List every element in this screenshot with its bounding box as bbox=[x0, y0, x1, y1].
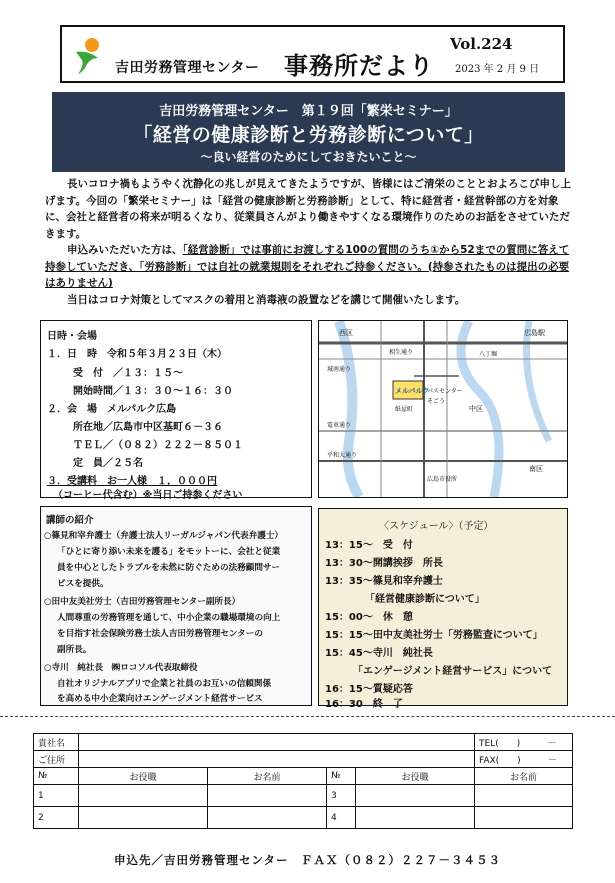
form-row-number: 2 bbox=[34, 807, 79, 829]
form-name-field[interactable] bbox=[475, 785, 573, 807]
speaker-3-desc-1: 自社オリジナルアプリで企業と社員のお互いの信頼関係 bbox=[57, 679, 272, 689]
form-row-number: 3 bbox=[327, 785, 356, 807]
schedule-row: 13：35～篠見和宰弁護士 bbox=[325, 576, 443, 587]
form-tel[interactable]: TEL( ) － bbox=[475, 734, 573, 751]
info-capacity: 定 員／２５名 bbox=[73, 458, 143, 469]
form-name-header: お名前 bbox=[208, 768, 327, 785]
banner-tagline: ～良い経営のためにしておきたいこと～ bbox=[200, 150, 417, 164]
schedule-row: 13：30～開講挨拶 所長 bbox=[325, 558, 443, 569]
speakers-heading: 講師の紹介 bbox=[46, 515, 94, 526]
map-label-sogo: そごう bbox=[427, 398, 446, 405]
map-label-hatchobori: 八丁堀 bbox=[479, 351, 498, 358]
speaker-2-desc-2: を目指す社会保険労務士法人吉田労務管理センターの bbox=[57, 629, 263, 639]
map-label-west: 西区 bbox=[339, 329, 353, 337]
speaker-1-name: ○篠見和宰弁護士（弁護士法人リーガルジャパン代表弁護士） bbox=[44, 531, 283, 541]
schedule-row: 15：15～田中友美社労士「労務監査について」 bbox=[325, 630, 543, 641]
schedule-row: 16：15～質疑応答 bbox=[325, 684, 413, 695]
form-row-number: 1 bbox=[34, 785, 79, 807]
schedule-row: 15：45～寺川 純社長 bbox=[325, 648, 433, 659]
info-heading: 日時・会場 bbox=[47, 331, 97, 342]
issue-date: 2023 年 2 月 9 日 bbox=[455, 64, 540, 75]
intro-text bbox=[45, 176, 573, 308]
schedule-row: 「経営健康診断について」 bbox=[365, 594, 485, 605]
form-address-label: ご住所 bbox=[34, 751, 79, 768]
application-contact: 申込先／吉田労務管理センター ＦＡＸ（０８２）２２７－３４５３ bbox=[113, 853, 502, 867]
info-fee: ３．受講料 お一人様 １，０００円 bbox=[47, 476, 217, 487]
schedule-box bbox=[318, 508, 568, 710]
info-venue: ２．会 場 メルパルク広島 bbox=[47, 404, 177, 415]
intro-p2-underlined: 「経営診断」では事前にお渡しする100の質問のうち①から52までの質問に答えて持参していただき、「労務診断」では自社の就業規則をそれぞれご持参ください。(持参されたものは提出の必要はありません) bbox=[45, 244, 570, 289]
org-name: 吉田労務管理センター bbox=[115, 60, 260, 76]
form-company-field[interactable] bbox=[79, 734, 475, 751]
speaker-2-desc-1: 人間尊重の労務管理を通して、中小企業の職場環境の向上 bbox=[57, 613, 281, 623]
schedule-heading: 〈スケジュール〉（予定） bbox=[379, 521, 494, 532]
volume-number: Vol.224 bbox=[450, 35, 513, 53]
schedule-row: 16：30 終 了 bbox=[325, 699, 403, 710]
info-reception: 受 付 ／１３：１５～ bbox=[73, 368, 183, 379]
intro-paragraph-2 bbox=[45, 242, 573, 292]
schedule-row: 「エンゲージメント経営サービス」について bbox=[353, 666, 553, 677]
form-name-field[interactable] bbox=[208, 807, 327, 829]
info-tel: ＴＥＬ／（０８２）２２２－８５０１ bbox=[73, 440, 243, 451]
speaker-2-name: ○田中友美社労士（吉田労務管理センター副所長） bbox=[44, 597, 241, 607]
newsletter-name: 事務所だより bbox=[284, 52, 434, 80]
form-title-field[interactable] bbox=[79, 807, 208, 829]
form-title-header: お役職 bbox=[356, 768, 475, 785]
form-no-header: № bbox=[34, 768, 79, 785]
schedule-row: 15：00～ 休 憩 bbox=[325, 612, 413, 623]
form-no-header: № bbox=[327, 768, 356, 785]
info-fee-note: （コーヒー代含む）※当日ご持参ください bbox=[53, 490, 243, 501]
map-label-aioi: 相生通り bbox=[389, 349, 414, 356]
speaker-1-desc-3: ビスを提供。 bbox=[57, 579, 109, 589]
map-label-buscenter: パスセンター bbox=[427, 388, 463, 395]
event-info-box bbox=[40, 320, 312, 501]
speaker-3-desc-2: を高める中小企業向けエンゲージメント経営サービス bbox=[57, 694, 263, 704]
map-label-cityhall: 広島市役所 bbox=[427, 476, 458, 483]
speaker-1-desc-2: 員を中心としたトラブルを未然に防ぐための法務顧問サー bbox=[57, 563, 281, 573]
form-fax[interactable]: FAX( ) － bbox=[475, 751, 573, 768]
map-label-minami: 南区 bbox=[529, 465, 543, 473]
seminar-banner bbox=[52, 92, 565, 172]
application-form bbox=[33, 733, 573, 829]
info-date: １．日 時 令和５年３月２３日（木） bbox=[47, 349, 227, 360]
map-label-jonan: 城南通り bbox=[327, 366, 352, 373]
intro-paragraph-1: 長いコロナ禍もようやく沈静化の兆しが見えてきたようですが、皆様にはご清栄のこととおよろこび申し上げます。今回の「繁栄セミナー」は「経営の健康診断と労務診断」として、特に経営者・経営幹部の方を対象に、会社と経営者の将来が明るくなり、従業員さんがより働きやすくなる環境作りのためのお話をさせていただきます。 bbox=[45, 178, 572, 240]
intro-p2-lead: 申込みいただいた方は、 bbox=[67, 244, 183, 256]
cut-line bbox=[0, 716, 615, 717]
map-label-naka: 中区 bbox=[469, 405, 483, 413]
form-title-field[interactable] bbox=[356, 807, 475, 829]
form-address-field[interactable] bbox=[79, 751, 475, 768]
map-label-densha: 電車通り bbox=[327, 422, 352, 429]
map-label-kamiyacho: 紙屋町 bbox=[395, 406, 414, 413]
form-title-field[interactable] bbox=[79, 785, 208, 807]
intro-paragraph-3: 当日はコロナ対策としてマスクの着用と消毒液の設置などを講じて開催いたします。 bbox=[67, 293, 466, 306]
banner-title: 「経営の健康診断と労務診断について」 bbox=[133, 124, 484, 146]
speakers-box bbox=[40, 506, 312, 706]
map-label-heiwa: 平和大通り bbox=[327, 452, 358, 459]
venue-map bbox=[318, 320, 568, 498]
info-address: 所在地／広島市中区基町６－３６ bbox=[73, 422, 223, 433]
map-graphic bbox=[319, 321, 567, 497]
map-venue-label: メルパルク bbox=[395, 387, 430, 395]
form-title-field[interactable] bbox=[356, 785, 475, 807]
schedule-row: 13：15～ 受 付 bbox=[325, 540, 413, 551]
speaker-3-name: ○寺川 純社長 ㈱ロコソル代表取締役 bbox=[44, 663, 198, 673]
map-label-station: 広島駅 bbox=[524, 329, 545, 337]
banner-subtitle: 吉田労務管理センター 第１９回「繁栄セミナー」 bbox=[159, 104, 458, 119]
form-row-number: 4 bbox=[327, 807, 356, 829]
form-company-label: 貴社名 bbox=[34, 734, 79, 751]
form-title-header: お役職 bbox=[79, 768, 208, 785]
form-name-header: お名前 bbox=[475, 768, 573, 785]
speaker-1-desc-1: 「ひとに寄り添い未来を護る」をモットーに、会社と従業 bbox=[57, 547, 281, 557]
info-start-time: 開始時間／１３：３０～１６：３０ bbox=[73, 386, 233, 397]
speaker-2-desc-3: 副所長。 bbox=[57, 645, 92, 655]
form-name-field[interactable] bbox=[208, 785, 327, 807]
form-name-field[interactable] bbox=[475, 807, 573, 829]
company-logo-icon bbox=[72, 36, 106, 76]
